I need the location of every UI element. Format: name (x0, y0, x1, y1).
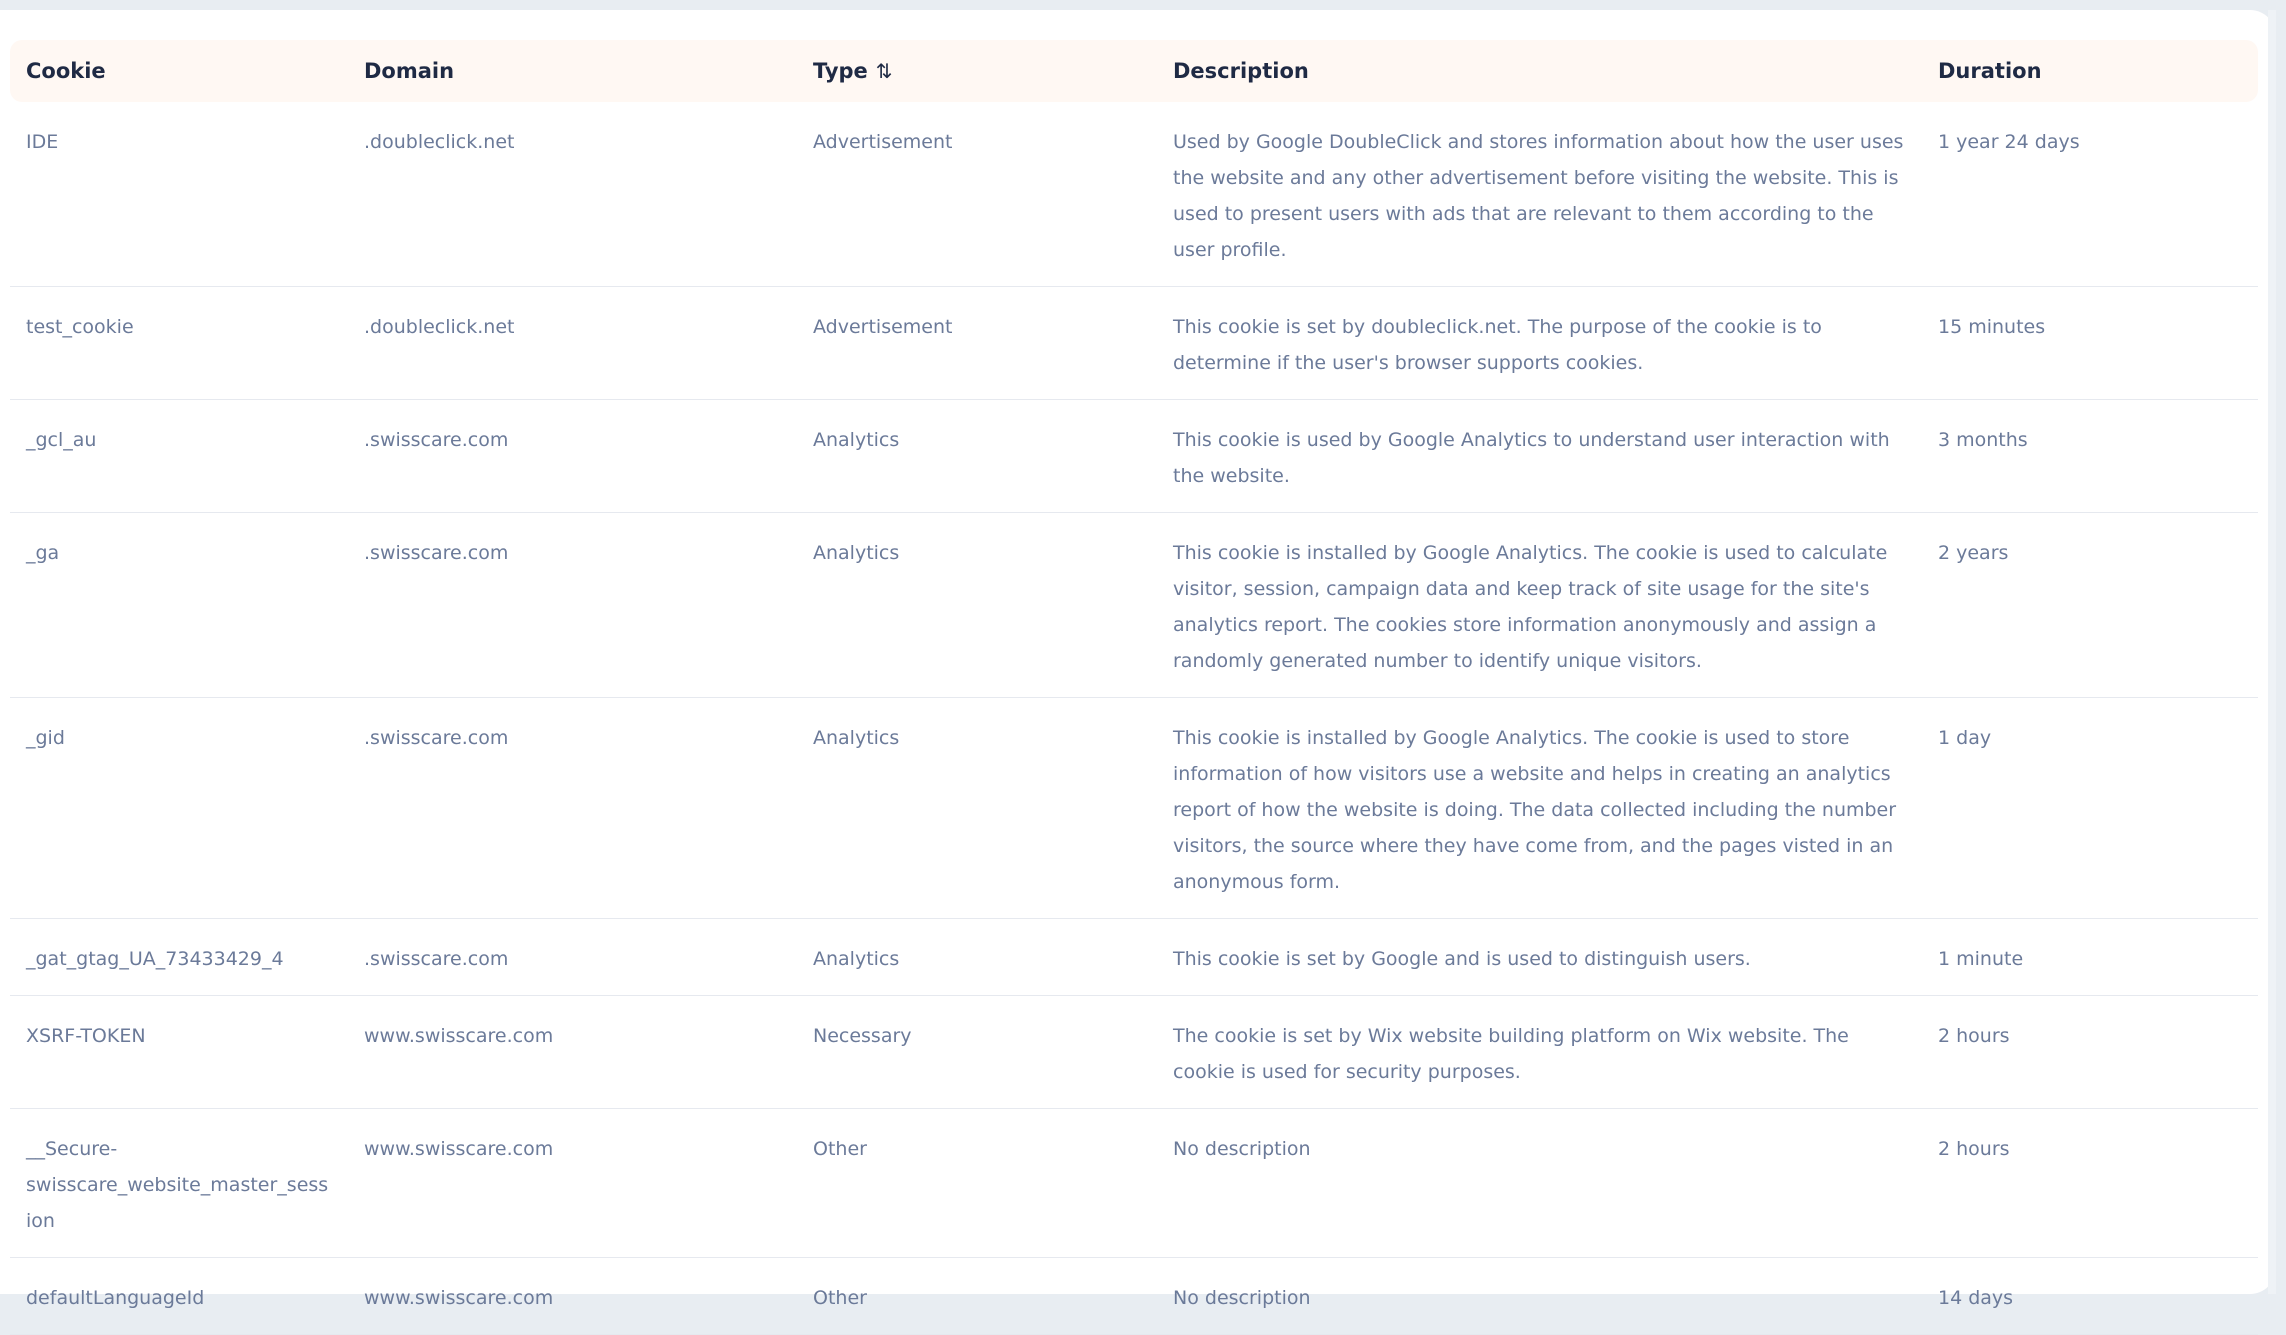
cell-type: Analytics (797, 513, 1157, 698)
cell-duration: 3 months (1922, 400, 2258, 513)
cell-domain: www.swisscare.com (348, 996, 797, 1109)
cell-domain: .swisscare.com (348, 919, 797, 996)
header-cookie-label: Cookie (26, 59, 106, 83)
header-description (1157, 40, 1922, 102)
cell-domain: www.swisscare.com (348, 1258, 797, 1335)
cell-duration: 1 minute (1922, 919, 2258, 996)
table-row (10, 287, 2258, 400)
header-duration-label: Duration (1938, 59, 2042, 83)
table-body (10, 102, 2258, 1335)
table-row (10, 1258, 2258, 1335)
cell-duration: 14 days (1922, 1258, 2258, 1335)
cell-cookie: IDE (10, 102, 348, 287)
header-row (10, 40, 2258, 102)
cell-description: No description (1157, 1109, 1922, 1258)
cell-description: This cookie is installed by Google Analytics. The cookie is used to store information of how visitors use a website and helps in creating an analytics report of how the website is doing. The data collected including the number visitors, the source where they have come from, and the pages visted in an anonymous form. (1157, 698, 1922, 919)
header-type[interactable] (797, 40, 1157, 102)
cell-type: Analytics (797, 919, 1157, 996)
cell-type: Advertisement (797, 102, 1157, 287)
cell-domain: www.swisscare.com (348, 1109, 797, 1258)
cell-cookie: defaultLanguageId (10, 1258, 348, 1335)
cell-cookie: XSRF-TOKEN (10, 996, 348, 1109)
cell-domain: .doubleclick.net (348, 102, 797, 287)
cell-description: This cookie is used by Google Analytics to understand user interaction with the website. (1157, 400, 1922, 513)
header-cookie (10, 40, 348, 102)
cell-cookie: _gat_gtag_UA_73433429_4 (10, 919, 348, 996)
cell-duration: 2 hours (1922, 1109, 2258, 1258)
cell-cookie: _gcl_au (10, 400, 348, 513)
cell-type: Analytics (797, 400, 1157, 513)
cell-description: This cookie is set by Google and is used to distinguish users. (1157, 919, 1922, 996)
cell-cookie: _ga (10, 513, 348, 698)
cell-cookie: _gid (10, 698, 348, 919)
sort-icon[interactable]: ⇅ (875, 59, 893, 83)
header-domain-label: Domain (364, 59, 455, 83)
table-row (10, 400, 2258, 513)
cell-domain: .doubleclick.net (348, 287, 797, 400)
header-domain (348, 40, 797, 102)
table-row (10, 1109, 2258, 1258)
cell-description: Used by Google DoubleClick and stores information about how the user uses the website and any other advertisement before visiting the website. This is used to present users with ads that are relevant to them according to the user profile. (1157, 102, 1922, 287)
cell-domain: .swisscare.com (348, 400, 797, 513)
header-type-label[interactable]: Type (813, 59, 868, 83)
cell-type: Other (797, 1258, 1157, 1335)
table-row (10, 996, 2258, 1109)
cell-cookie: test_cookie (10, 287, 348, 400)
cookie-table-card (0, 10, 2276, 1309)
cell-type: Necessary (797, 996, 1157, 1109)
cell-description: The cookie is set by Wix website building platform on Wix website. The cookie is used for security purposes. (1157, 996, 1922, 1109)
scrollbar-track[interactable] (2268, 10, 2276, 1294)
cell-description: This cookie is installed by Google Analytics. The cookie is used to calculate visitor, session, campaign data and keep track of site usage for the site's analytics report. The cookies store information anonymously and assign a randomly generated number to identify unique visitors. (1157, 513, 1922, 698)
cell-domain: .swisscare.com (348, 513, 797, 698)
cell-duration: 1 year 24 days (1922, 102, 2258, 287)
cookie-table (10, 40, 2258, 1335)
table-row (10, 102, 2258, 287)
table-header (10, 40, 2258, 102)
table-row (10, 919, 2258, 996)
header-description-label: Description (1173, 59, 1309, 83)
table-row (10, 698, 2258, 919)
cell-type: Advertisement (797, 287, 1157, 400)
cell-duration: 2 years (1922, 513, 2258, 698)
cell-description: No description (1157, 1258, 1922, 1335)
cell-description: This cookie is set by doubleclick.net. The purpose of the cookie is to determine if the user's browser supports cookies. (1157, 287, 1922, 400)
cell-cookie: __Secure-swisscare_website_master_session (10, 1109, 348, 1258)
cell-duration: 15 minutes (1922, 287, 2258, 400)
cell-duration: 1 day (1922, 698, 2258, 919)
header-duration (1922, 40, 2258, 102)
cell-domain: .swisscare.com (348, 698, 797, 919)
cell-duration: 2 hours (1922, 996, 2258, 1109)
cell-type: Analytics (797, 698, 1157, 919)
cell-type: Other (797, 1109, 1157, 1258)
table-row (10, 513, 2258, 698)
